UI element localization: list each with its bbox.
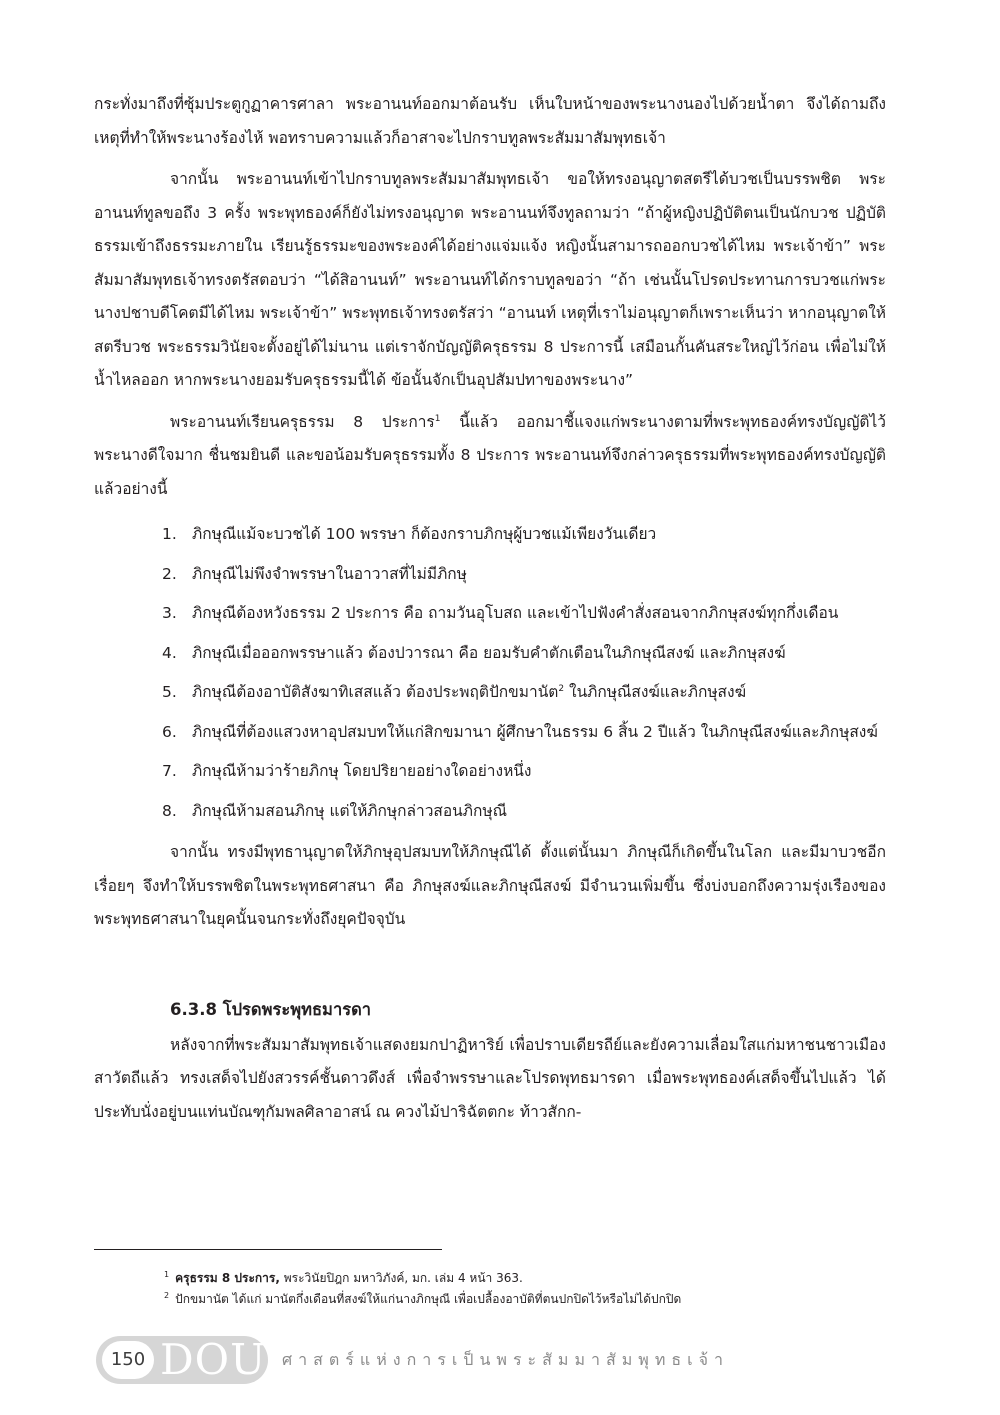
section-heading: 6.3.8 โปรดพระพุทธมารดา [170, 999, 372, 1019]
page-footer [96, 1336, 896, 1386]
paragraph-2: จากนั้น พระอานนท์เข้าไปกราบทูลพระสัมมาสัมพุทธเจ้า ขอให้ทรงอนุญาตสตรีได้บวชเป็นบรรพชิต พระอานนท์ทูลขอถึง 3 ครั้ง พระพุทธองค์ก็ยังไม่ทรงอนุญาต พระอานนท์จึงทูลถามว่า “ถ้าผู้หญิงปฏิบัติตนเป็นนักบวช ปฏิบัติธรรมเข้าถึงธรรมะภายใน เรียนรู้ธรรมะของพระองค์ได้อย่างแจ่มแจ้ง หญิงนั้นสามารถออกบวชได้ไหม พระเจ้าข้า” พระสัมมาสัมพุทธเจ้าทรงตรัสตอบว่า “ได้สิอานนท์” พระอานนท์ได้กราบทูลขอว่า “ถ้า เช่นนั้นโปรดประทานการบวชแก่พระนางปชาบดีโคตมีได้ไหม พระเจ้าข้า” พระพุทธเจ้าทรงตรัสว่า “อานนท์ เหตุที่เราไม่อนุญาตก็เพราะเห็นว่า หากอนุญาตให้สตรีบวช พระธรรมวินัยจะตั้งอยู่ได้ไม่นาน แต่เราจักบัญญัติครุธรรม 8 ประการนี้ เสมือนกั้นคันสระใหญ่ไว้ก่อน เพื่อไม่ให้น้ำไหลออก หากพระนางยอมรับครุธรรมนี้ได้ ข้อนั้นจักเป็นอุปสัมปทาของพระนาง” [94, 170, 886, 389]
list-item-number: 1. [162, 525, 177, 543]
list-item [162, 716, 886, 750]
paragraph-3 [94, 406, 886, 507]
paragraph-4: จากนั้น ทรงมีพุทธานุญาตให้ภิกษุอุปสมบทให้ภิกษุณีได้ ตั้งแต่นั้นมา ภิกษุณีก็เกิดขึ้นในโลก และมีมาบวชอีกเรื่อยๆ จึงทำให้บรรพชิตในพระพุทธศาสนา คือ ภิกษุสงฆ์และภิกษุณีสงฆ์ มีจำนวนเพิ่มขึ้น ซึ่งบ่งบอกถึงความรุ่งเรืองของพระพุทธศาสนาในยุคนั้นจนกระทั่งถึงยุคปัจจุบัน [94, 843, 886, 928]
list-item-number: 4. [162, 643, 177, 662]
list-item-text: ภิกษุณีแม้จะบวชได้ 100 พรรษา ก็ต้องกราบภิกษุผู้บวชแม้เพียงวันเดียว [192, 525, 657, 543]
footnote-text: พระวินัยปิฎก มหาวิภังค์, มก. เล่ม 4 หน้า 363. [279, 1271, 523, 1285]
footnote-ref-1[interactable]: 1 [434, 413, 441, 424]
list-item-text: ภิกษุณีไม่พึงจำพรรษาในอาวาสที่ไม่มีภิกษุ [192, 564, 467, 583]
list-item-number: 2. [162, 564, 177, 583]
list-item [162, 676, 886, 710]
footnote-text: ปักขมานัต ได้แก่ มานัตกึ่งเดือนที่สงฆ์ให้แก่นางภิกษุณี เพื่อเปลื้องอาบัติที่ตนปกปิดไว้หรือไม่ได้ปกปิด [175, 1292, 682, 1306]
paragraph-3-start: พระอานนท์เรียนครุธรรม 8 ประการ [170, 412, 435, 431]
list-item-number: 3. [162, 604, 177, 622]
list-item [162, 597, 886, 631]
footnotes [164, 1268, 884, 1310]
list-item [162, 755, 886, 789]
brand-logo: DOU [160, 1335, 267, 1384]
footnote-mark: 1 [164, 1270, 170, 1279]
list-item-text: ภิกษุณีห้ามสอนภิกษุ แต่ให้ภิกษุกล่าวสอนภิกษุณี [192, 801, 507, 820]
page-number: 150 [102, 1341, 154, 1379]
footnote-bold: ครุธรรม 8 ประการ, [175, 1271, 280, 1285]
list-item-number: 8. [162, 801, 177, 820]
list-item-text: ภิกษุณีเมื่อออกพรรษาแล้ว ต้องปวารณา คือ ยอมรับคำตักเตือนในภิกษุณีสงฆ์ และภิกษุสงฆ์ [192, 643, 786, 662]
list-item-text-end: ในภิกษุณีสงฆ์และภิกษุสงฆ์ [564, 683, 747, 701]
list-item-text: ภิกษุณีห้ามว่าร้ายภิกษุ โดยปริยายอย่างใดอย่างหนึ่ง [192, 762, 532, 780]
footnote-ref-2[interactable]: 2 [558, 683, 565, 694]
list-item [162, 558, 886, 592]
footnote-divider [94, 1249, 442, 1250]
list-item [162, 637, 886, 671]
footnote-mark: 2 [164, 1291, 170, 1300]
course-title: ศาสตร์แห่งการเป็นพระสัมมาสัมพุทธเจ้า [282, 1350, 729, 1369]
paragraph-1: กระทั่งมาถึงที่ซุ้มประตูกูฏาคารศาลา พระอานนท์ออกมาต้อนรับ เห็นใบหน้าของพระนางนองไปด้วยน้ำตา จึงได้ถามถึงเหตุที่ทำให้พระนางร้องไห้ พอทราบความแล้วก็อาสาจะไปกราบทูลพระสัมมาสัมพุทธเจ้า [94, 95, 886, 147]
garudhamma-list [94, 518, 886, 828]
list-item-text: ภิกษุณีต้องอาบัติสังฆาทิเสสแล้ว ต้องประพฤติปักขมานัต [192, 683, 559, 701]
list-item-number: 6. [162, 722, 177, 741]
list-item-number: 7. [162, 762, 177, 780]
paragraph-3-end: นี้แล้ว ออกมาชี้แจงแก่พระนางตามที่พระพุทธองค์ทรงบัญญัติไว้ พระนางดีใจมาก ชื่นชมยินดี และขอน้อมรับครุธรรมทั้ง 8 ประการ พระอานนท์จึงกล่าวครุธรรมที่พระพุทธองค์ทรงบัญญัติแล้วอย่างนี้ [94, 412, 887, 498]
footnote-1 [164, 1268, 884, 1289]
list-item-text: ภิกษุณีที่ต้องแสวงหาอุปสมบทให้แก่สิกขมานา ผู้ศึกษาในธรรม 6 สิ้น 2 ปีแล้ว ในภิกษุณีสงฆ์และภิกษุสงฆ์ [192, 722, 878, 741]
list-item-text: ภิกษุณีต้องหวังธรรม 2 ประการ คือ ถามวันอุโบสถ และเข้าไปฟังคำสั่งสอนจากภิกษุสงฆ์ทุกกึ่งเดือน [192, 604, 839, 622]
list-item-number: 5. [162, 683, 177, 701]
list-item [162, 795, 886, 829]
footer-badge [96, 1336, 268, 1384]
paragraph-5: หลังจากที่พระสัมมาสัมพุทธเจ้าแสดงยมกปาฏิหาริย์ เพื่อปราบเดียรถีย์และยังความเลื่อมใสแก่มหาชนชาวเมืองสาวัตถีแล้ว ทรงเสด็จไปยังสวรรค์ชั้นดาวดึงส์ เพื่อจำพรรษาและโปรดพุทธมารดา เมื่อพระพุทธองค์เสด็จขึ้นไปแล้ว ได้ประทับนั่งอยู่บนแท่นบัณฑุกัมพลศิลาอาสน์ ณ ควงไม้ปาริฉัตตกะ ท้าวสักก- [94, 1035, 886, 1121]
list-item [162, 518, 886, 552]
footnote-2 [164, 1289, 884, 1310]
page-body [94, 88, 886, 1129]
